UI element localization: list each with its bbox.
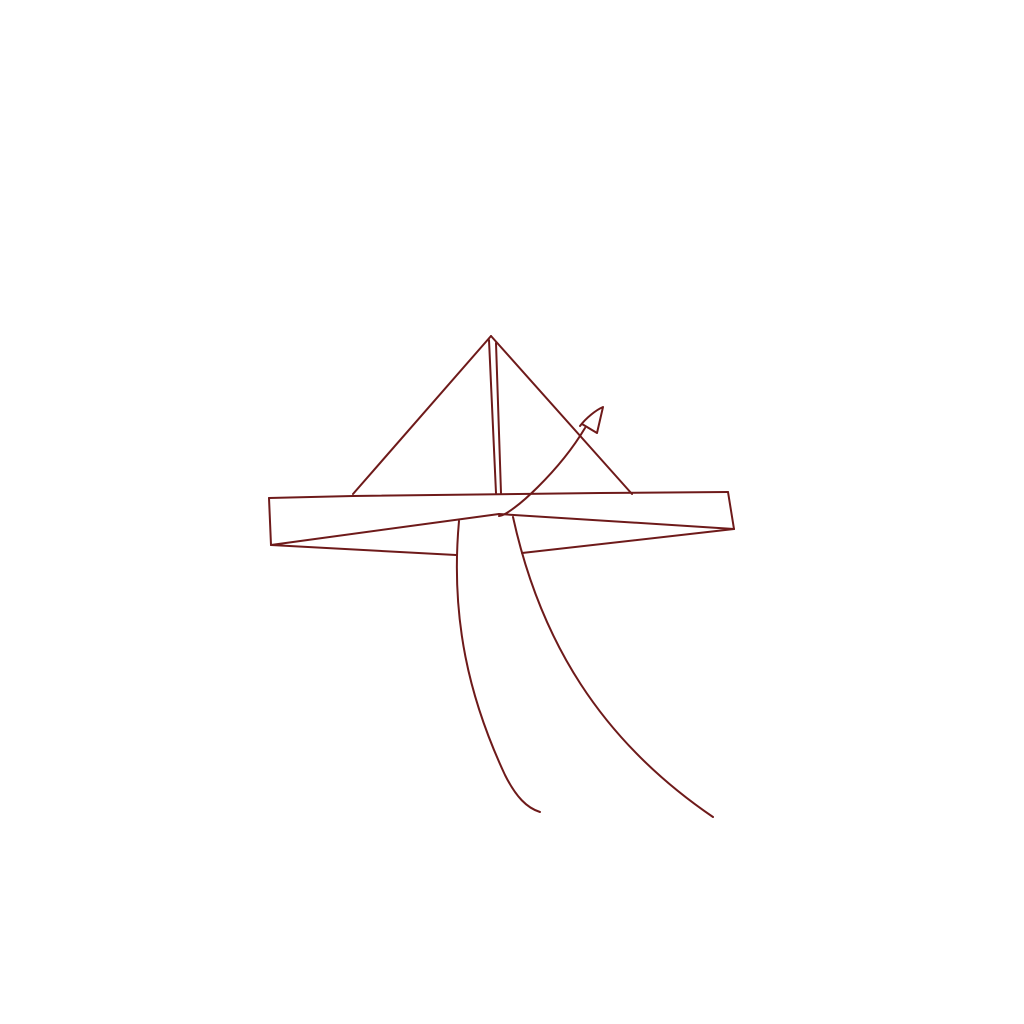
triangle-right-edge — [491, 336, 632, 494]
board-right-bottom-edge — [522, 529, 734, 553]
board-left-diagonal — [271, 514, 499, 545]
right-trailing-curve — [513, 517, 713, 817]
curved-arrow-shaft — [499, 428, 585, 516]
board-right-diagonal — [499, 514, 734, 529]
board-left-bottom-edge — [271, 545, 456, 555]
board-left-edge — [269, 498, 271, 545]
center-pole-left — [489, 340, 496, 493]
board-top-edge — [269, 492, 728, 498]
center-pole-right — [496, 343, 501, 493]
sketch-strokes — [269, 336, 734, 817]
board-right-edge — [728, 492, 734, 529]
triangle-left-edge — [353, 336, 491, 494]
left-trailing-curve — [457, 521, 540, 812]
